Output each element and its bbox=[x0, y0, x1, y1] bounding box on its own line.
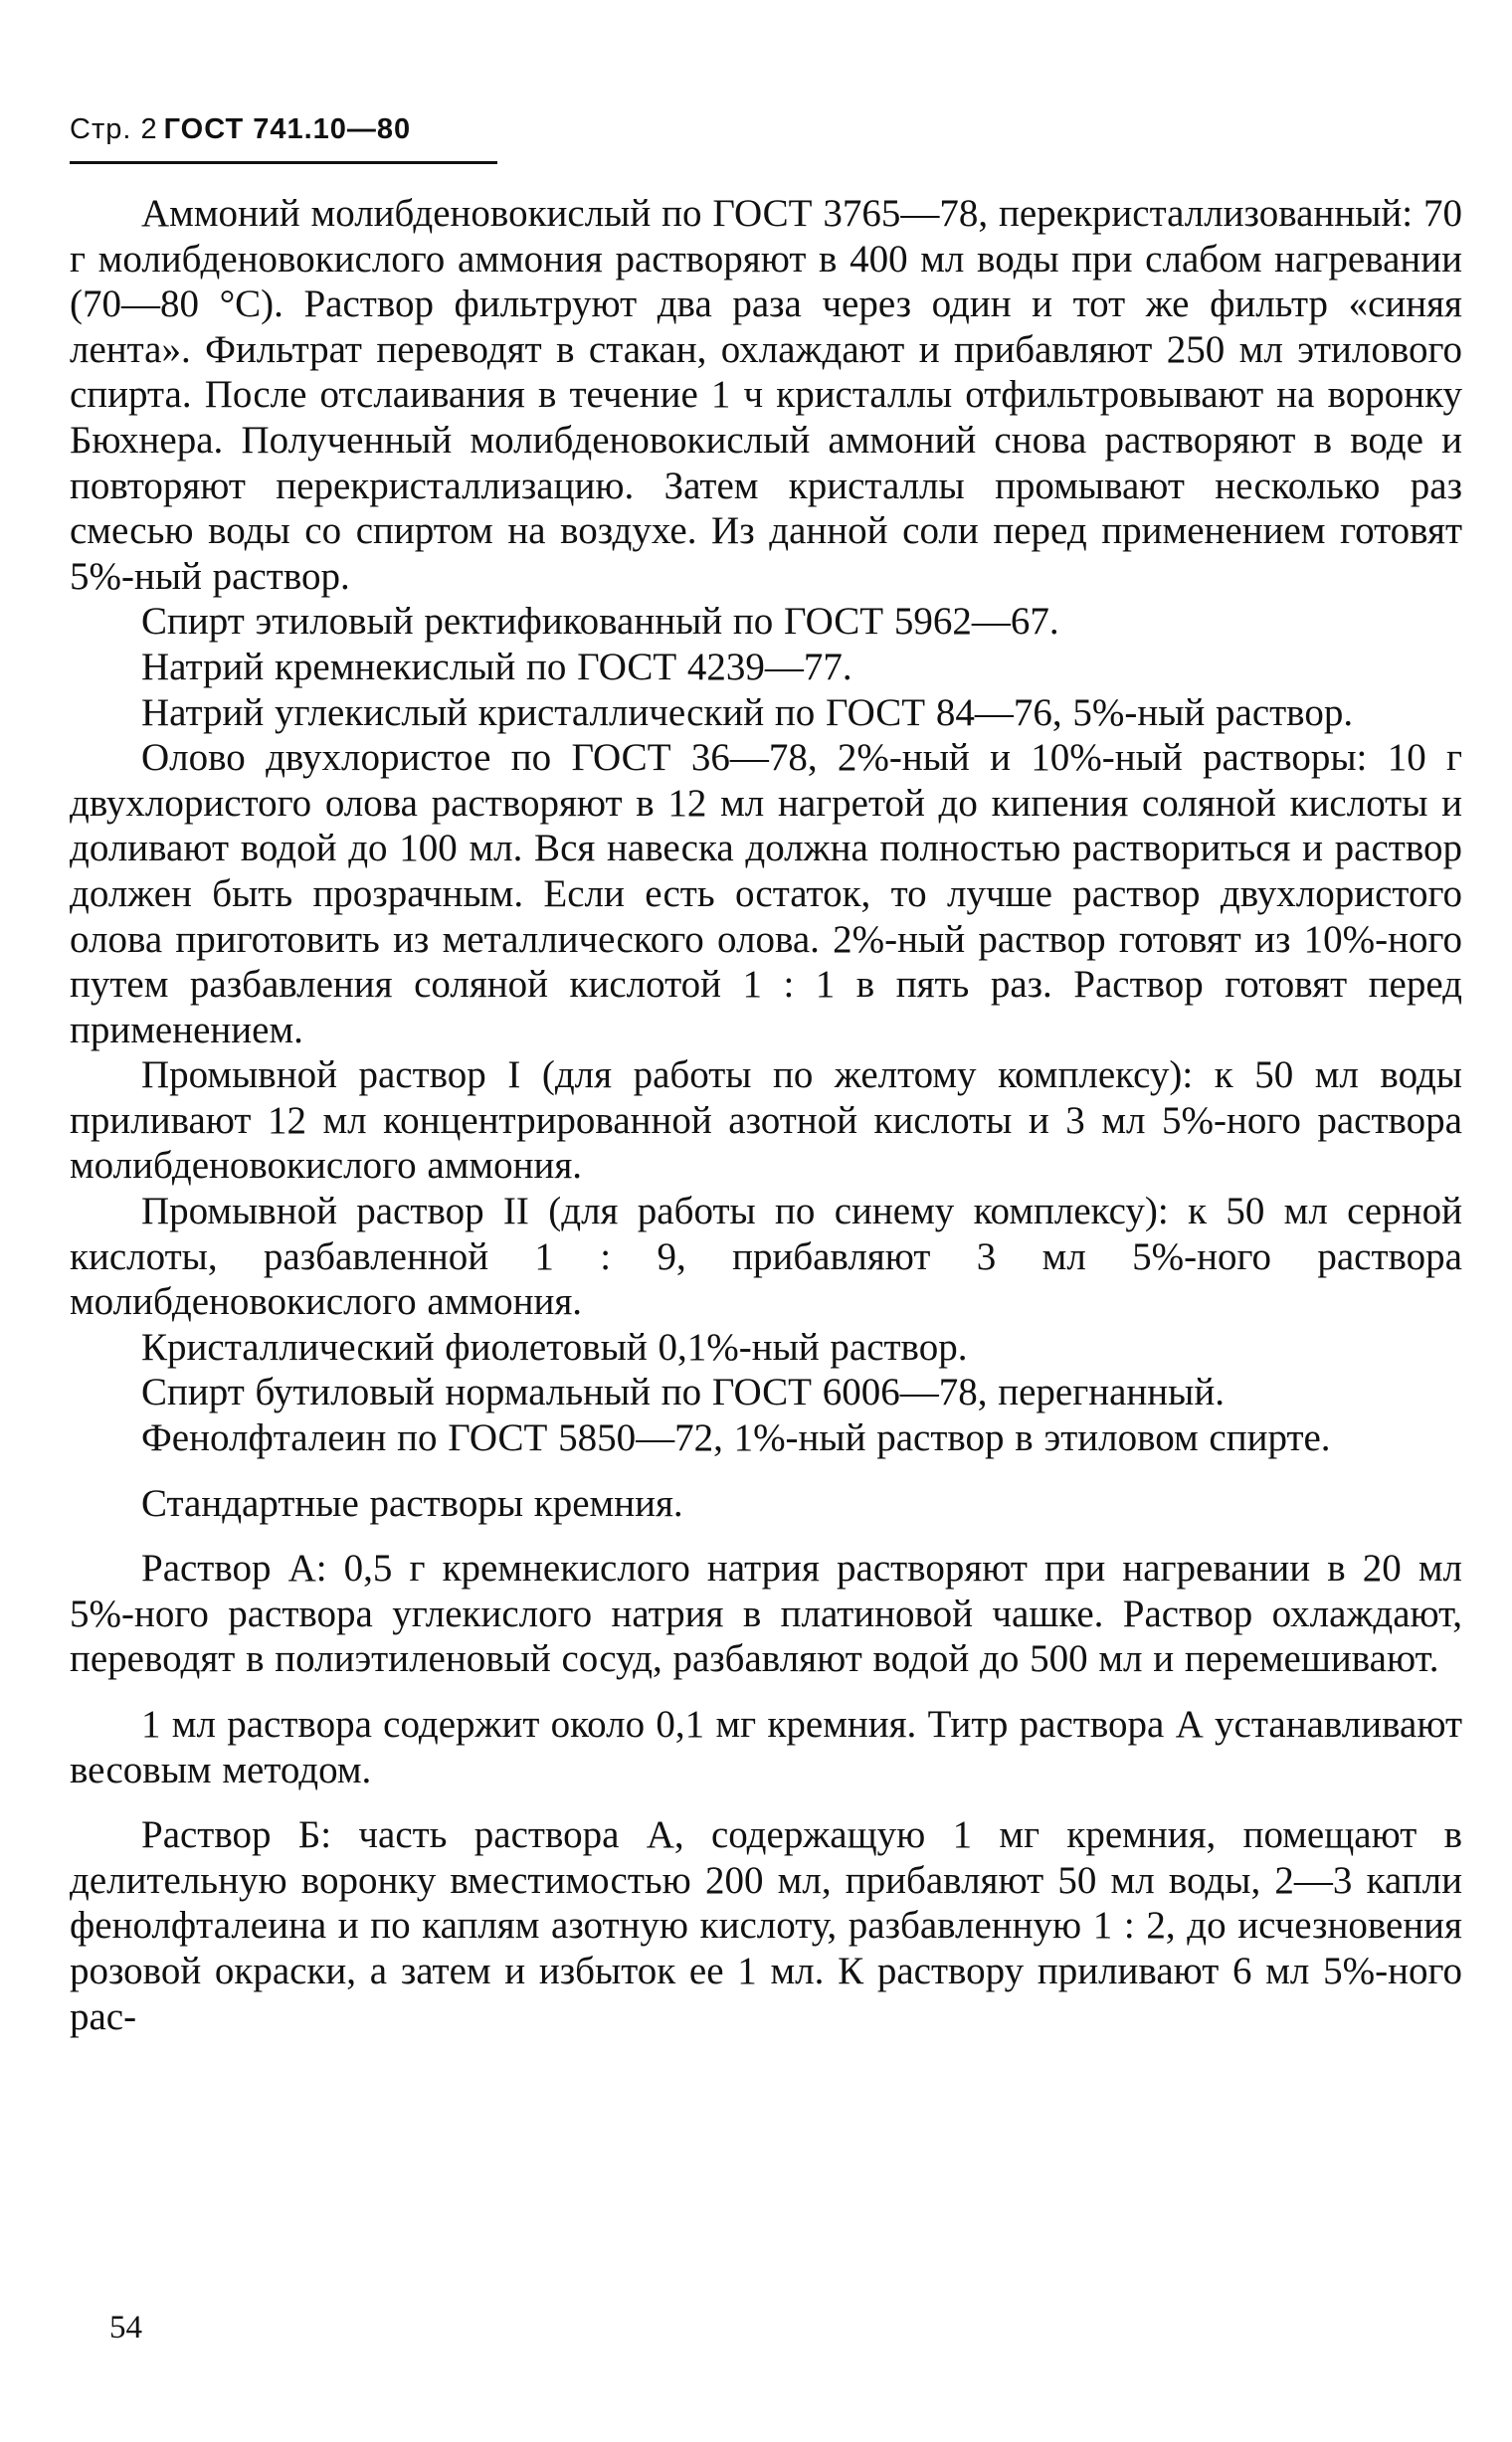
paragraph-crystal-violet: Кристаллический фиолетовый 0,1%-ный раствор. bbox=[141, 1325, 968, 1369]
header-rule bbox=[70, 161, 497, 164]
document-page bbox=[70, 109, 1462, 2039]
paragraph-tin-chloride: Олово двухлористое по ГОСТ 36—78, 2%-ный и 10%-ный растворы: 10 г двухлористого олова растворяют в 12 мл нагретой до кипения соляной кислоты и доливают водой до 100 мл. Вся навеска должна полностью раствориться и раствор должен быть прозрачным. Если есть остаток, то лучше раствор двухлористого олова приготовить из металлического олова. 2%-ный раствор готовят из 10%-ного путем разбавления соляной кислотой 1 : 1 в пять раз. Раствор готовят перед применением. bbox=[70, 736, 1462, 1051]
paragraph-wash-solution-1: Промывной раствор I (для работы по желтому комплексу): к 50 мл воды приливают 12 мл концентрированной азотной кислоты и 3 мл 5%-ного раствора молибденовокислого аммония. bbox=[70, 1053, 1462, 1188]
page-header bbox=[70, 109, 497, 175]
paragraph-phenolphthalein: Фенолфталеин по ГОСТ 5850—72, 1%-ный раствор в этиловом спирте. bbox=[141, 1416, 1331, 1460]
paragraph-solution-b: Раствор Б: часть раствора А, содержащую 1 мг кремния, помещают в делительную воронку вместимостью 200 мл, прибавляют 50 мл воды, 2—3 капли фенолфталеина и по каплям азотную кислоту, разбавленную 1 : 2, до исчезновения розовой окраски, а затем и избыток ее 1 мл. К раствору приливают 6 мл 5%-ного рас- bbox=[70, 1813, 1462, 2038]
paragraph-sodium-carbonate: Натрий углекислый кристаллический по ГОСТ 84—76, 5%-ный раствор. bbox=[141, 690, 1354, 734]
document-body bbox=[70, 191, 1462, 2039]
paragraph-ammonium-molybdate: Аммоний молибденовокислый по ГОСТ 3765—78, перекристаллизованный: 70 г молибденовокислого аммония растворяют в 400 мл воды при слабом нагревании (70—80 °С). Раствор фильтруют два раза через один и тот же фильтр «синяя лента». Фильтрат переводят в стакан, охлаждают и прибавляют 250 мл этилового спирта. После отслаивания в течение 1 ч кристаллы отфильтровывают на воронку Бюхнера. Полученный молибденовокислый аммоний снова растворяют в воде и повторяют перекристаллизацию. Затем кристаллы промывают несколько раз смесью воды со спиртом на воздухе. Из данной соли перед применением готовят 5%-ный раствор. bbox=[70, 192, 1462, 598]
paragraph-standard-solutions: Стандартные растворы кремния. bbox=[141, 1481, 683, 1525]
paragraph-sodium-silicate: Натрий кремнекислый по ГОСТ 4239—77. bbox=[141, 645, 852, 688]
paragraph-ethyl-alcohol: Спирт этиловый ректификованный по ГОСТ 5962—67. bbox=[141, 600, 1059, 644]
page-label: Стр. 2 bbox=[70, 113, 158, 145]
page-number: 54 bbox=[109, 2310, 142, 2346]
paragraph-titer-note: 1 мл раствора содержит около 0,1 мг кремния. Титр раствора А устанавливают весовым методом. bbox=[70, 1703, 1462, 1791]
paragraph-solution-a: Раствор А: 0,5 г кремнекислого натрия растворяют при нагревании в 20 мл 5%-ного раствора углекислого натрия в платиновой чашке. Раствор охлаждают, переводят в полиэтиленовый сосуд, разбавляют водой до 500 мл и перемешивают. bbox=[70, 1547, 1462, 1681]
paragraph-butyl-alcohol: Спирт бутиловый нормальный по ГОСТ 6006—78, перегнанный. bbox=[141, 1371, 1225, 1414]
paragraph-wash-solution-2: Промывной раствор II (для работы по синему комплексу): к 50 мл серной кислоты, разбавленной 1 : 9, прибавляют 3 мл 5%-ного раствора молибденовокислого аммония. bbox=[70, 1190, 1462, 1324]
standard-number: ГОСТ 741.10—80 bbox=[163, 113, 412, 145]
